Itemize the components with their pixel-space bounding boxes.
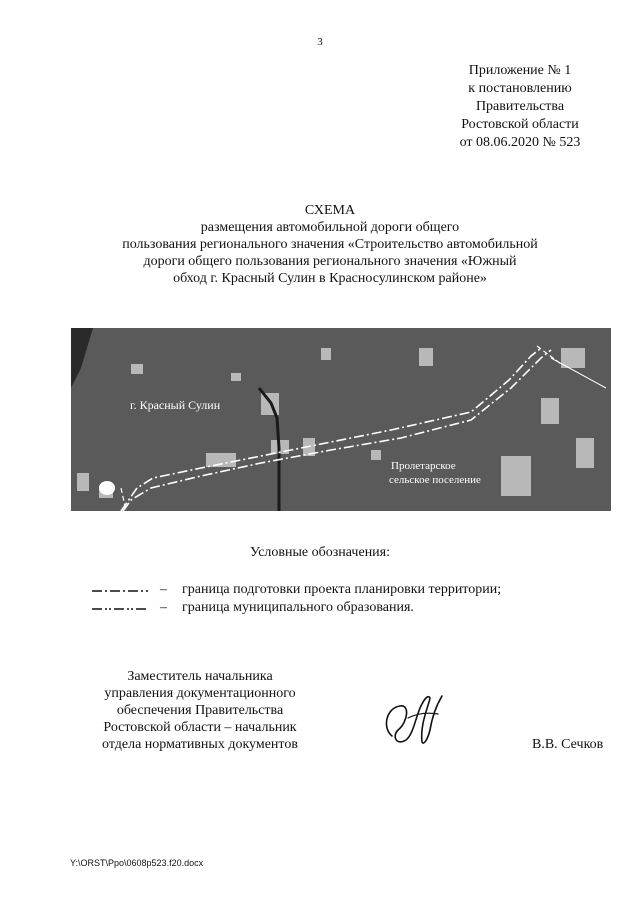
legend-dash: – [160, 600, 167, 615]
map-label-city: г. Красный Сулин [130, 398, 221, 412]
title-line: пользования регионального значения «Строительство автомобильной [122, 237, 538, 252]
map-white-spot [99, 481, 115, 495]
signer-line: управления документационного [104, 686, 296, 701]
signer-name: В.В. Сечков [532, 737, 604, 752]
map-patch [576, 438, 594, 468]
map-patch [77, 473, 89, 491]
title-line: размещения автомобильной дороги общего [200, 220, 460, 235]
map-label-settlement-1: Пролетарское [391, 460, 456, 472]
dash-dot-dot-line-icon [92, 600, 148, 618]
title-line: дороги общего пользования регионального значения «Южный [143, 254, 517, 269]
legend-text: граница муниципального образования. [182, 600, 414, 615]
map-patch [206, 453, 236, 467]
map-patch [131, 364, 143, 374]
road-scheme-map [71, 328, 611, 511]
appendix-line: Ростовской области [461, 117, 579, 132]
appendix-block [420, 62, 620, 152]
signer-title [70, 668, 330, 753]
legend-title: Условные обозначения: [249, 545, 391, 560]
title-line: обход г. Красный Сулин в Красносулинском районе» [173, 271, 487, 286]
map-label-settlement-2: сельское поселение [389, 474, 481, 486]
dash-dot-line-icon [92, 582, 148, 600]
legend-dash: – [160, 582, 167, 597]
map-patch [231, 373, 241, 381]
document-title [70, 202, 590, 287]
appendix-line: к постановлению [468, 81, 572, 96]
signer-line: Ростовской области – начальник [103, 720, 297, 735]
map-patch [371, 450, 381, 460]
appendix-line: Правительства [475, 99, 565, 114]
appendix-line: Приложение № 1 [468, 63, 572, 78]
handwritten-signature [378, 684, 448, 754]
map-patch [501, 456, 531, 496]
appendix-line: от 08.06.2020 № 523 [459, 135, 581, 150]
page-number: 3 [317, 36, 323, 48]
legend-text: граница подготовки проекта планировки территории; [182, 582, 502, 597]
title-heading: СХЕМА [304, 203, 356, 218]
file-path: Y:\ORST\Ppo\0608p523.f20.docx [70, 858, 204, 868]
signer-line: отдела нормативных документов [102, 737, 298, 752]
signer-line: Заместитель начальника [127, 669, 273, 684]
map-patch [321, 348, 331, 360]
map-patch [541, 398, 559, 424]
signer-line: обеспечения Правительства [116, 703, 284, 718]
map-patch [419, 348, 433, 366]
